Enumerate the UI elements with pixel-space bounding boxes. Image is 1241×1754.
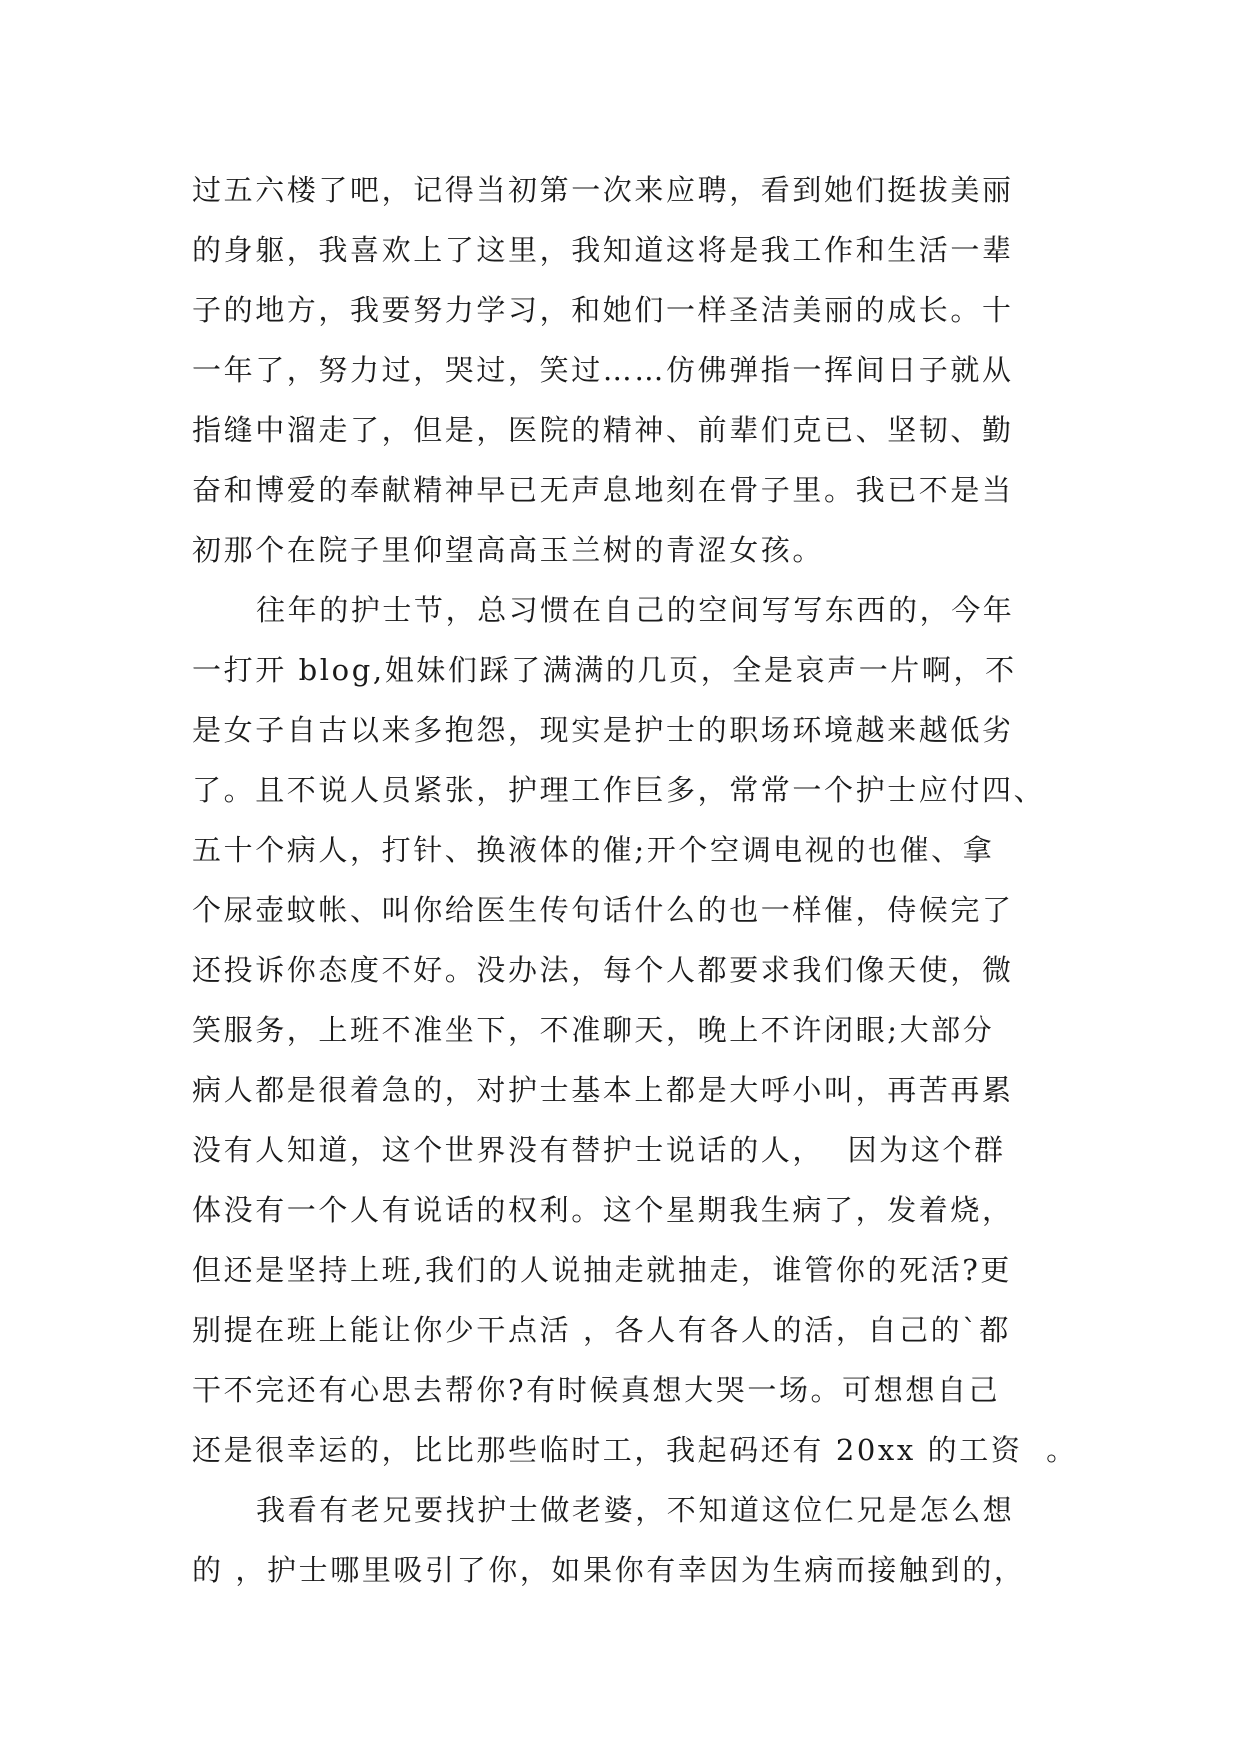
text-line: 初那个在院子里仰望高高玉兰树的青涩女孩。 [192,533,825,567]
paragraph-first-line: 往年的护士节，总习惯在自己的空间写写东西的，今年 [256,593,1015,627]
text-line: 一打开 blog,姐妹们踩了满满的几页，全是哀声一片啊，不 [192,653,1017,687]
text-line: 还投诉你态度不好。没办法，每个人都要求我们像天使，微 [192,953,1014,987]
text-line: 还是很幸运的，比比那些临时工，我起码还有 20xx 的工资 。 [192,1433,1078,1467]
text-line: 个尿壶蚊帐、叫你给医生传句话什么的也一样催，侍候完了 [192,893,1014,927]
text-line: 体没有一个人有说话的权利。这个星期我生病了，发着烧， [192,1193,1014,1227]
text-line: 没有人知道，这个世界没有替护士说话的人， 因为这个群 [192,1133,1006,1167]
text-line: 病人都是很着急的，对护士基本上都是大呼小叫，再苦再累 [192,1073,1014,1107]
text-line: 过五六楼了吧，记得当初第一次来应聘，看到她们挺拔美丽 [192,173,1014,207]
text-line: 了。且不说人员紧张，护理工作巨多，常常一个护士应付四、 [192,773,1046,807]
text-line: 笑服务，上班不准坐下，不准聊天，晚上不许闭眼;大部分 [192,1013,995,1047]
text-line: 奋和博爱的奉献精神早已无声息地刻在骨子里。我已不是当 [192,473,1014,507]
text-line: 干不完还有心思去帮你?有时候真想大哭一场。可想想自己 [192,1373,1001,1407]
text-line: 子的地方，我要努力学习，和她们一样圣洁美丽的成长。十 [192,293,1014,327]
text-line: 是女子自古以来多抱怨，现实是护士的职场环境越来越低劣 [192,713,1014,747]
text-line: 别提在班上能让你少干点活 ，各人有各人的活，自己的`都 [192,1313,1011,1347]
body-text [192,160,1078,1600]
text-line: 五十个病人，打针、换液体的催;开个空调电视的也催、拿 [192,833,995,867]
text-line: 的身躯，我喜欢上了这里，我知道这将是我工作和生活一辈 [192,233,1014,267]
text-line: 指缝中溜走了，但是，医院的精神、前辈们克已、坚韧、勤 [192,413,1014,447]
text-line: 一年了，努力过，哭过，笑过……仿佛弹指一挥间日子就从 [192,353,1014,387]
paragraph-first-line: 我看有老兄要找护士做老婆，不知道这位仁兄是怎么想 [256,1493,1015,1527]
text-line: 但还是坚持上班,我们的人说抽走就抽走，谁管你的死活?更 [192,1253,1012,1287]
text-line: 的 ，护士哪里吸引了你，如果你有幸因为生病而接触到的， [192,1553,1026,1587]
